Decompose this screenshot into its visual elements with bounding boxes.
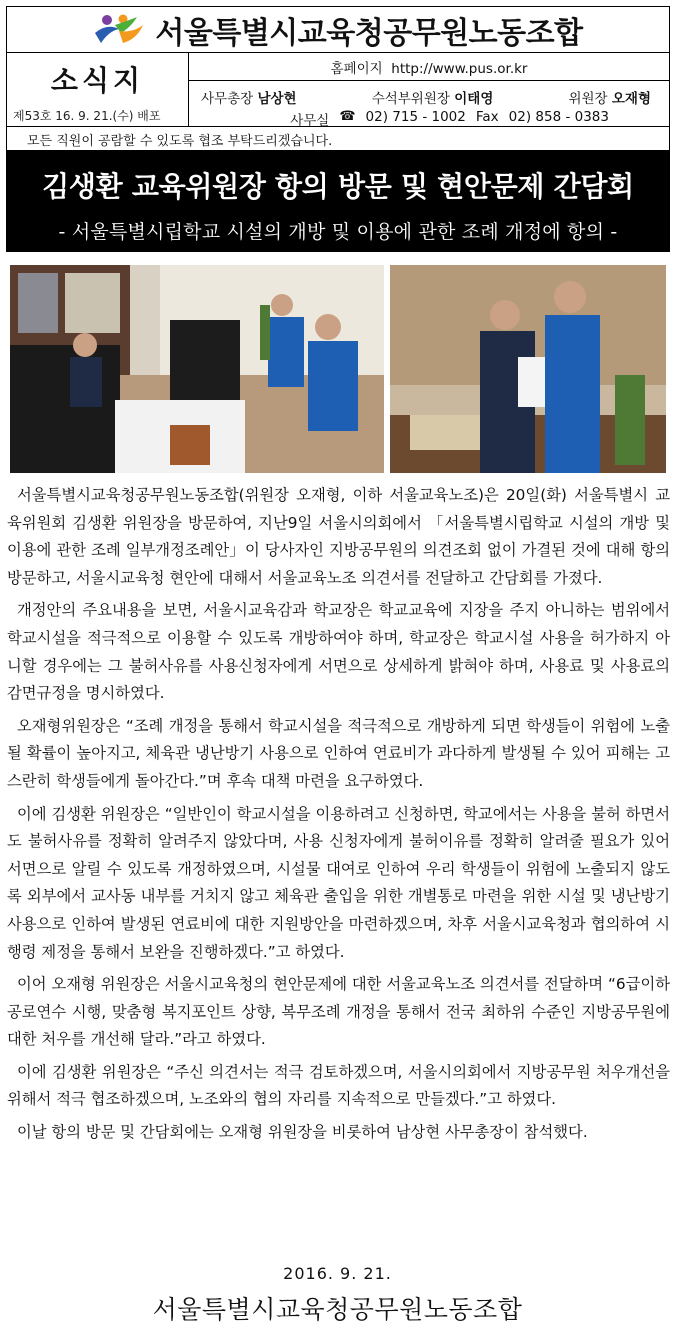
office-label: 사무실 (290, 113, 330, 129)
union-logo-icon (93, 13, 145, 47)
article-body (7, 482, 670, 1147)
vice-chair-name: 이태영 (454, 91, 494, 107)
article-paragraph: 이어 오재형 위원장은 서울시교육청의 현안문제에 대한 서울교육노조 의견서를 전달하며 “6급이하 공로연수 시행, 맞춤형 복지포인트 상향, 복무조례 개정을 통해서 전국 최하위 수준인 지방공무원에 대한 처우를 개선해 달라.”라고 하였다. (7, 975, 670, 1049)
vice-chair-title: 수석부위원장 (371, 91, 450, 107)
article-paragraph: 서울특별시교육청공무원노동조합(위원장 오재형, 이하 서울교육노조)은 20일(화) 서울특별시 교육위원회 김생환 위원장을 방문하여, 지난9일 서울시의회에서 「서울특별시립학교 시설의 개방 및 이용에 관한 조례 일부개정조례안」이 당사자인 지방공무원의 의견조회 없이 가결된 것에 대해 항의 방문하고, 서울시교육청 현안에 대해서 서울교육노조 의견서를 전달하고 간담회를 가졌다. (7, 486, 670, 587)
article-paragraph: 개정안의 주요내용을 보면, 서울시교육감과 학교장은 학교교육에 지장을 주지 아니하는 범위에서 학교시설을 적극적으로 이용할 수 있도록 개방하여야 하며, 학교장은 학교시설 사용을 허가하지 아니할 경우에는 그 불허사유를 사용신청자에게 서면으로 상세하게 밝혀야 하며, 사용료 및 사용료의 감면규정을 명시하였다. (7, 601, 670, 703)
vice-chair (372, 87, 494, 107)
issue-info: 제53호 16. 9. 21.(수) 배포 (13, 109, 161, 123)
secretary-general-name: 남상현 (257, 91, 297, 107)
office-phone: 02) 715 - 1002 (365, 109, 466, 125)
publication-box (7, 53, 189, 126)
article-paragraph: 이날 항의 방문 및 간담회에는 오재형 위원장을 비롯하여 남상현 사무총장이 참석했다. (17, 1123, 588, 1142)
meeting-photo (10, 265, 384, 473)
article-paragraph: 오재형위원장은 “조례 개정을 통해서 학교시설을 적극적으로 개방하게 되면 학생들이 위험에 노출될 확률이 높아지고, 체육관 냉난방기 사용으로 인하여 연료비가 과다하게 발생될 수 있어 피해는 고스란히 학생들에게 돌아간다.”며 후속 대책 마련을 요구하였다. (7, 716, 670, 790)
chair-title: 위원장 (568, 91, 608, 107)
homepage-link[interactable]: http://www.pus.or.kr (391, 61, 528, 77)
secretary-general-title: 사무총장 (201, 91, 254, 107)
office-line (201, 109, 659, 129)
info-row (7, 53, 669, 127)
homepage-label: 홈페이지 (330, 61, 383, 77)
union-name: 서울특별시교육청공무원노동조합 (155, 15, 583, 51)
union-signoff: 서울특별시교육청공무원노동조합 (152, 1295, 523, 1324)
issue-date: 2016. 9. 21. (283, 1264, 392, 1283)
article-paragraph: 이에 김생환 위원장은 “일반인이 학교시설을 이용하려고 신청하면, 학교에서는 사용을 불허 하면서도 불허사유를 정확히 알려주지 않았다며, 사용 신청자에게 불허이유를 정확히 알려줄 필요가 있어 서면으로 알릴 수 있도록 개정하였으며, 시설물 대여로 인하여 우리 학생들이 위험에 노출되지 않도록 외부에서 교사동 내부를 거치지 않고 체육관 출입을 위한 개별통로 마련을 위한 시설 및 냉난방기 사용으로 인하여 발생된 연료비에 대한 지원방안을 마련하겠으며, 차후 서울시교육청과 협의하여 시행령 제정을 통해서 보완을 진행하겠다.”고 하였다. (7, 804, 670, 961)
fax-label: Fax (475, 109, 499, 125)
article-paragraph: 이에 김생환 위원장은 “주신 의견서는 적극 검토하겠으며, 서울시의회에서 지방공무원 처우개선을 위해서 적극 협조하겠으며, 노조와의 협의 자리를 지속적으로 만들겠다.”고 하였다. (7, 1062, 670, 1109)
secretary-general (201, 87, 297, 107)
headline-banner (7, 151, 669, 251)
document-handover-photo (390, 265, 666, 473)
masthead (7, 7, 669, 53)
phone-icon: ☎ (339, 109, 356, 124)
homepage-line (189, 57, 669, 81)
chair-name: 오재형 (611, 91, 651, 107)
publication-name: 소식지 (50, 64, 145, 97)
headline-subtitle: - 서울특별시립학교 시설의 개방 및 이용에 관한 조례 개정에 항의 - (58, 221, 618, 243)
newsletter-header (6, 6, 670, 252)
headline-title: 김생환 교육위원장 항의 방문 및 현안문제 간담회 (42, 170, 634, 203)
chair (568, 87, 651, 107)
officers-line (201, 87, 659, 107)
contact-box (189, 53, 669, 129)
fax-number: 02) 858 - 0383 (508, 109, 609, 125)
circulation-request: 모든 직원이 공람할 수 있도록 협조 부탁드리겠습니다. (7, 127, 669, 151)
photo-strip (10, 265, 666, 473)
